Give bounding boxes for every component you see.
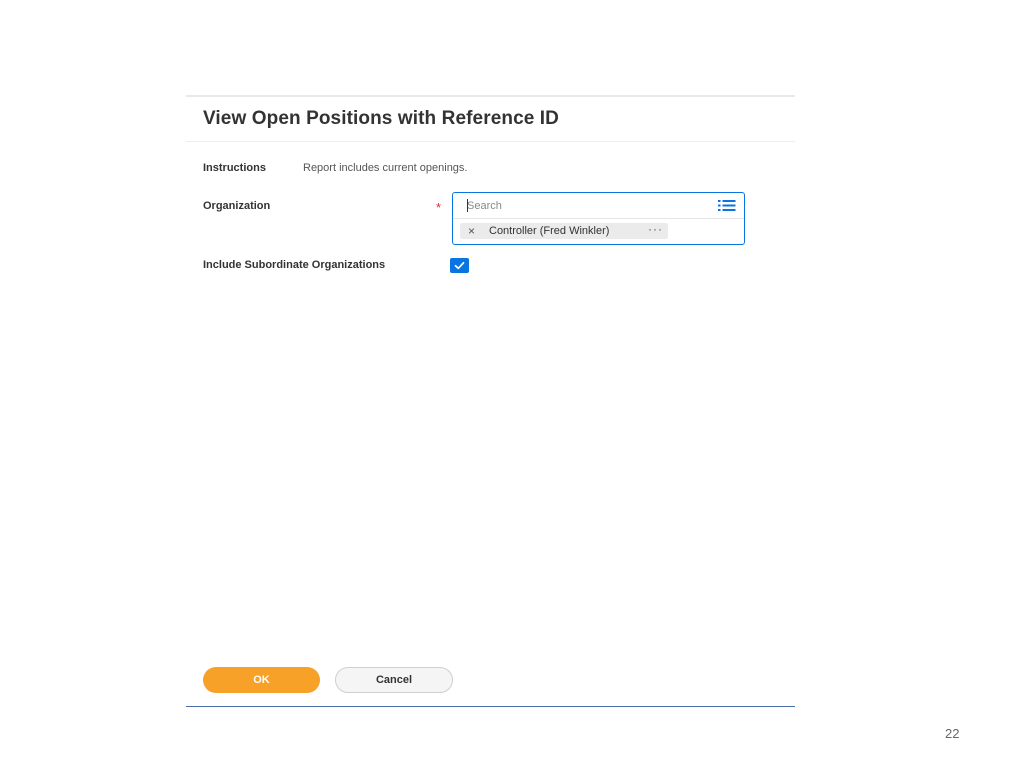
instructions-label: Instructions xyxy=(203,162,266,174)
prompt-search-row xyxy=(453,193,744,219)
ok-button[interactable]: OK xyxy=(203,667,320,693)
list-icon[interactable] xyxy=(718,199,736,212)
report-prompt-panel xyxy=(186,95,795,707)
organization-search-input[interactable] xyxy=(467,198,707,214)
page-title: View Open Positions with Reference ID xyxy=(203,108,559,129)
cancel-button[interactable]: Cancel xyxy=(335,667,453,693)
more-options-icon[interactable]: ··· xyxy=(648,222,663,236)
panel-header xyxy=(186,97,795,142)
required-indicator: * xyxy=(436,200,442,215)
checkmark-icon xyxy=(450,258,469,273)
instructions-text: Report includes current openings. xyxy=(303,162,468,174)
remove-icon[interactable]: × xyxy=(468,224,476,238)
organization-prompt[interactable] xyxy=(452,192,745,245)
subordinate-label: Include Subordinate Organizations xyxy=(203,259,386,271)
page-number: 22 xyxy=(945,726,960,741)
text-caret xyxy=(467,199,468,212)
organization-label: Organization xyxy=(203,200,271,212)
include-subordinate-checkbox[interactable] xyxy=(450,258,469,273)
selected-organization-label: Controller (Fred Winkler) xyxy=(489,225,610,237)
selected-organization-pill[interactable] xyxy=(460,223,668,239)
